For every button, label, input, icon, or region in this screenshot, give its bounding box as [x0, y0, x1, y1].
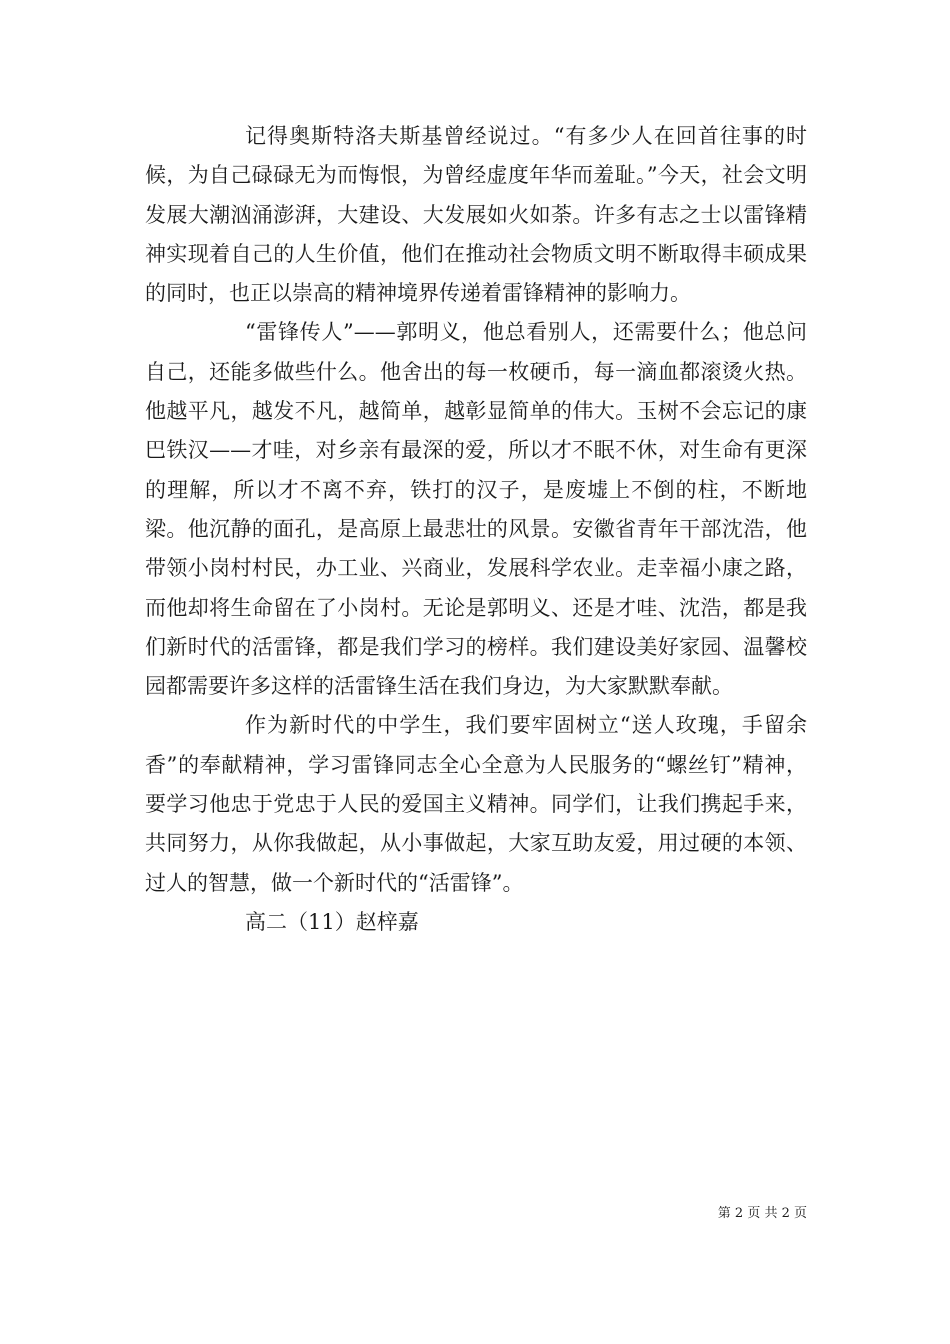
document-body: [145, 117, 807, 942]
author-signature: 高二（11）赵梓嘉: [245, 909, 419, 934]
paragraph-2: “雷锋传人”——郭明义，他总看别人，还需要什么；他总问自己，还能多做些什么。他舍出的每一枚硬币，每一滴血都滚烫火热。他越平凡，越发不凡，越简单，越彰显简单的伟大。玉树不会忘记的康巴铁汉——才哇，对乡亲有最深的爱，所以才不眠不休，对生命有更深的理解，所以才不离不弃，铁打的汉子，是废墟上不倒的柱，不断地梁。他沉静的面孔，是高原上最悲壮的风景。安徽省青年干部沈浩，他带领小岗村村民，办工业、兴商业，发展科学农业。走幸福小康之路，而他却将生命留在了小岗村。无论是郭明义、还是才哇、沈浩，都是我们新时代的活雷锋，都是我们学习的榜样。我们建设美好家园、温馨校园都需要许多这样的活雷锋生活在我们身边，为大家默默奉献。: [145, 320, 807, 699]
page-number-footer: 第 2 页 共 2 页: [717, 1206, 807, 1221]
paragraph-1: 记得奥斯特洛夫斯基曾经说过。“有多少人在回首往事的时候，为自己碌碌无为而悔恨，为曾经虚度年华而羞耻。”今天，社会文明发展大潮汹涌澎湃，大建设、大发展如火如荼。许多有志之士以雷锋精神实现着自己的人生价值，他们在推动社会物质文明不断取得丰硕成果的同时，也正以崇高的精神境界传递着雷锋精神的影响力。: [145, 124, 807, 306]
paragraph-3: 作为新时代的中学生，我们要牢固树立“送人玫瑰，手留余香”的奉献精神，学习雷锋同志全心全意为人民服务的“螺丝钉”精神，要学习他忠于党忠于人民的爱国主义精神。同学们，让我们携起手来，共同努力，从你我做起，从小事做起，大家互助友爱，用过硬的本领、过人的智慧，做一个新时代的“活雷锋”。: [145, 713, 807, 895]
